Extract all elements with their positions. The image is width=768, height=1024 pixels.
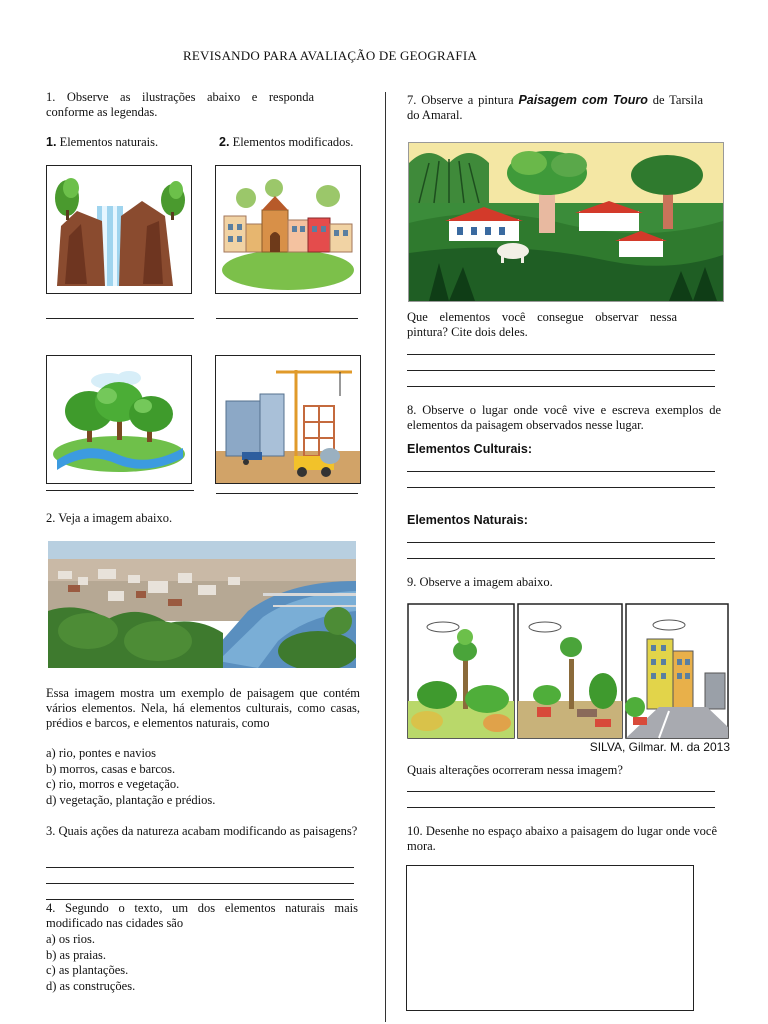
q1-answer-line-4[interactable]	[216, 493, 358, 494]
page-title: REVISANDO PARA AVALIAÇÃO DE GEOGRAFIA	[183, 48, 477, 63]
city-buildings-illustration	[215, 165, 361, 294]
column-divider	[385, 92, 386, 1022]
q2-text: Essa imagem mostra um exemplo de paisagem que contém vários elementos. Nela, há elementos culturais, como casas, prédios e barcos, e elementos naturais, como	[46, 686, 360, 730]
landscape-change-sequence	[407, 603, 729, 739]
q2-option-a[interactable]: a) rio, pontes e navios	[46, 746, 157, 760]
q2-prompt: 2. Veja a imagem abaixo.	[46, 511, 173, 525]
q2-option-b[interactable]: b) morros, casas e barcos.	[46, 761, 176, 776]
q9-question: Quais alterações ocorreram nessa imagem?	[407, 763, 623, 777]
q3-answer-line-1[interactable]	[46, 867, 354, 868]
q4-option-b[interactable]: b) as praias.	[46, 947, 107, 962]
q8-natural-line-2[interactable]	[407, 558, 715, 559]
q8-natural-line-1[interactable]	[407, 542, 715, 543]
q10-prompt: 10. Desenhe no espaço abaixo a paisagem do lugar onde você mora.	[407, 824, 717, 853]
trees-river-illustration	[46, 355, 192, 484]
image-credit: SILVA, Gilmar. M. da 2013	[589, 740, 730, 754]
q4-option-a[interactable]: a) os rios.	[46, 932, 95, 946]
q4-option-d[interactable]: d) as construções.	[46, 978, 136, 993]
city-river-photo	[48, 541, 356, 668]
natural-elements-label: Elementos Naturais:	[407, 513, 528, 527]
cultural-elements-label: Elementos Culturais:	[407, 442, 533, 456]
construction-illustration	[215, 355, 361, 484]
q7-answer-line-3[interactable]	[407, 386, 715, 387]
q3-prompt: 3. Quais ações da natureza acabam modificando as paisagens?	[46, 824, 358, 838]
q1-prompt: 1. Observe as ilustrações abaixo e responda conforme as legendas.	[46, 90, 314, 119]
q9-prompt: 9. Observe a imagem abaixo.	[407, 575, 553, 589]
q8-prompt: 8. Observe o lugar onde você vive e escreva exemplos de elementos da paisagem observados nesse lugar.	[407, 403, 721, 432]
q4-options	[46, 932, 358, 994]
q3-answer-line-2[interactable]	[46, 883, 354, 884]
q2-options	[46, 746, 360, 808]
q3-answer-line-3[interactable]	[46, 899, 354, 900]
q1-answer-line-1[interactable]	[46, 318, 194, 319]
q1-answer-line-3[interactable]	[46, 490, 194, 491]
q7-answer-line-2[interactable]	[407, 370, 715, 371]
q4-prompt: 4. Segundo o texto, um dos elementos naturais mais modificado nas cidades são	[46, 901, 358, 930]
q7-prompt: 7. Observe a pintura Paisagem com Touro de Tarsila do Amaral.	[407, 93, 704, 122]
painting-title: Paisagem com Touro	[518, 93, 648, 107]
drawing-area[interactable]	[406, 865, 694, 1011]
q9-answer-line-1[interactable]	[407, 791, 715, 792]
q2-option-d[interactable]: d) vegetação, plantação e prédios.	[46, 792, 216, 807]
q8-cultural-line-1[interactable]	[407, 471, 715, 472]
q1-answer-line-2[interactable]	[216, 318, 358, 319]
q9-answer-line-2[interactable]	[407, 807, 715, 808]
q2-option-c[interactable]: c) rio, morros e vegetação.	[46, 777, 180, 791]
tarsila-painting	[408, 142, 724, 302]
q1-legend-1: 1. Elementos naturais.	[46, 135, 159, 149]
q4-option-c[interactable]: c) as plantações.	[46, 963, 129, 977]
q1-legend-2: 2. Elementos modificados.	[219, 135, 354, 149]
q7-answer-line-1[interactable]	[407, 354, 715, 355]
q7-question: Que elementos você consegue observar nessa pintura? Cite dois deles.	[407, 310, 677, 339]
q8-cultural-line-2[interactable]	[407, 487, 715, 488]
waterfall-illustration	[46, 165, 192, 294]
